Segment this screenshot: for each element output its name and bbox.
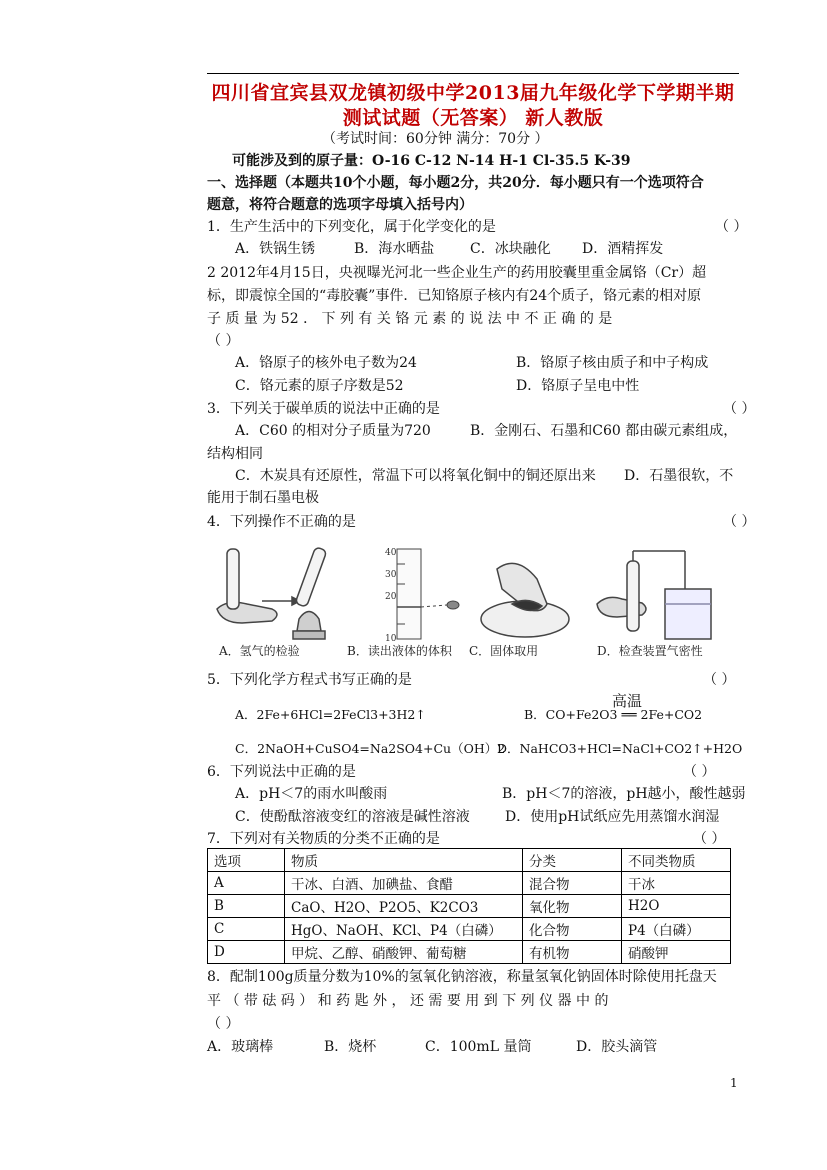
table-cell: 硝酸钾 xyxy=(622,941,731,964)
table-header-cell: 物质 xyxy=(285,849,523,872)
q2-option-d: D．铬原子呈电中性 xyxy=(516,378,640,394)
q8-answer-bracket: （ ） xyxy=(207,1016,240,1032)
table-cell: P4（白磷） xyxy=(622,918,731,941)
q3-option-d-cont: 能用于制石墨电极 xyxy=(207,490,319,506)
q6-answer-bracket: （ ） xyxy=(683,764,716,780)
q2-option-c: C．铬元素的原子序数是52 xyxy=(235,378,404,394)
scale-label-10: 10 xyxy=(385,634,397,644)
q5-option-b: B．CO+Fe2O3 ══ 2Fe+CO2 xyxy=(524,707,703,722)
table-cell: C xyxy=(208,918,285,941)
table-cell: 化合物 xyxy=(523,918,622,941)
q3-option-b-cont: 结构相同 xyxy=(207,446,263,462)
table-header-cell: 不同类物质 xyxy=(622,849,731,872)
airtightness-check-illustration xyxy=(597,551,711,639)
figure-caption-a: A．氢气的检验 xyxy=(219,644,300,658)
q8-option-b: B．烧杯 xyxy=(324,1039,377,1055)
section1-heading-line2: 题意，将符合题意的选项字母填入括号内） xyxy=(207,197,473,213)
document-title-line1: 四川省宜宾县双龙镇初级中学2013届九年级化学下学期半期 xyxy=(211,82,735,104)
q6-option-a: A．pH＜7的雨水叫酸雨 xyxy=(235,786,388,802)
figure-caption-b: B．读出液体的体积 xyxy=(347,644,452,658)
q2-option-a: A．铬原子的核外电子数为24 xyxy=(235,355,417,371)
table-row xyxy=(208,918,731,941)
figure-caption-c: C．固体取用 xyxy=(469,644,539,658)
scale-label-30: 30 xyxy=(385,570,397,580)
q2-answer-bracket: （ ） xyxy=(207,333,240,349)
document-title-line2: 测试试题（无答案） 新人教版 xyxy=(342,107,604,129)
graduated-cylinder-illustration xyxy=(397,549,459,639)
page-number: 1 xyxy=(730,1076,738,1090)
q2-option-b: B．铬原子核由质子和中子构成 xyxy=(516,355,709,371)
q2-line1: 2 2012年4月15日，央视曝光河北一些企业生产的药用胶囊里重金属铬（Cr）超 xyxy=(207,265,707,281)
q3-stem: 3．下列关于碳单质的说法中正确的是 xyxy=(207,401,440,417)
scale-label-20: 20 xyxy=(385,592,397,602)
q5-option-d: D．NaHCO3+HCl=NaCl+CO2↑+H2O xyxy=(497,741,743,756)
q1-stem: 1．生产生活中的下列变化，属于化学变化的是 xyxy=(207,219,496,235)
table-row xyxy=(208,895,731,918)
q8-option-a: A．玻璃棒 xyxy=(207,1039,274,1055)
table-header-cell: 分类 xyxy=(523,849,622,872)
table-row xyxy=(208,872,731,895)
q6-stem: 6．下列说法中正确的是 xyxy=(207,764,356,780)
q6-option-d: D．使用pH试纸应先用蒸馏水润湿 xyxy=(505,809,720,825)
table-cell: 氧化物 xyxy=(523,895,622,918)
table-cell: D xyxy=(208,941,285,964)
q3-option-d: D．石墨很软，不 xyxy=(624,468,734,484)
table-cell: 干冰、白酒、加碘盐、食醋 xyxy=(285,872,523,895)
q8-line1: 8．配制100g质量分数为10%的氢氧化钠溶液，称量氢氧化钠固体时除使用托盘天 xyxy=(207,969,717,985)
table-cell: A xyxy=(208,872,285,895)
hydrogen-test-illustration xyxy=(217,547,327,639)
table-cell: B xyxy=(208,895,285,918)
q2-line3: 子 质 量 为 52 ． 下 列 有 关 铬 元 素 的 说 法 中 不 正 确 的 是 xyxy=(207,311,613,327)
table-cell: HgO、NaOH、KCl、P4（白磷） xyxy=(285,918,523,941)
q2-line2: 标，即震惊全国的“毒胶囊”事件．已知铬原子核内有24个质子，铬元素的相对原 xyxy=(207,288,702,304)
q8-option-c: C．100mL 量筒 xyxy=(425,1039,532,1055)
table-cell: 有机物 xyxy=(523,941,622,964)
q1-option-d: D．酒精挥发 xyxy=(582,241,664,257)
lab-operations-illustration xyxy=(207,539,737,659)
q8-option-d: D．胶头滴管 xyxy=(576,1039,658,1055)
table-cell: H2O xyxy=(622,895,731,918)
q5-option-a: A．2Fe+6HCl=2FeCl3+3H2↑ xyxy=(235,707,426,722)
q5-answer-bracket: （ ） xyxy=(703,672,736,688)
q3-option-b: B．金刚石、石墨和C60 都由碳元素组成， xyxy=(470,423,738,439)
q3-option-c: C．木炭具有还原性，常温下可以将氧化铜中的铜还原出来 xyxy=(235,468,596,484)
table-cell: 混合物 xyxy=(523,872,622,895)
table-row xyxy=(208,941,731,964)
exam-info: （考试时间：60分钟 满分：70分 ） xyxy=(322,131,549,147)
table-cell: 甲烷、乙醇、硝酸钾、葡萄糖 xyxy=(285,941,523,964)
q6-option-b: B．pH＜7的溶液，pH越小，酸性越弱 xyxy=(502,786,746,802)
q5-option-c: C．2NaOH+CuSO4=Na2SO4+Cu（OH）2 xyxy=(235,741,506,756)
section1-heading-line1: 一、选择题（本题共10个小题，每小题2分，共20分．每小题只有一个选项符合 xyxy=(207,175,704,191)
q7-answer-bracket: （ ） xyxy=(693,831,726,847)
table-cell: CaO、H2O、P2O5、K2CO3 xyxy=(285,895,523,918)
q1-option-b: B．海水晒盐 xyxy=(354,241,435,257)
scale-label-40: 40 xyxy=(385,548,397,558)
lab-operations-figure xyxy=(207,539,737,659)
table-cell: 干冰 xyxy=(622,872,731,895)
atomic-masses: 可能涉及到的原子量：O-16 C-12 N-14 H-1 Cl-35.5 K-39 xyxy=(232,153,631,169)
q4-answer-bracket: （ ） xyxy=(723,514,756,530)
solid-handling-illustration xyxy=(481,563,569,637)
q6-option-c: C．使酚酞溶液变红的溶液是碱性溶液 xyxy=(235,809,470,825)
q8-line2: 平 （ 带 砝 码 ） 和 药 匙 外 ， 还 需 要 用 到 下 列 仪 器 中 的 xyxy=(207,993,609,1009)
q5-reaction-condition: 高温 xyxy=(612,692,643,710)
figure-caption-d: D．检查装置气密性 xyxy=(597,644,703,658)
q3-answer-bracket: （ ） xyxy=(723,401,756,417)
table-header-row xyxy=(208,849,731,872)
q1-answer-bracket: （ ） xyxy=(715,219,748,235)
q5-stem: 5．下列化学方程式书写正确的是 xyxy=(207,672,412,688)
q1-option-c: C．冰块融化 xyxy=(470,241,551,257)
q3-option-a: A．C60 的相对分子质量为720 xyxy=(235,423,431,439)
q1-option-a: A．铁锅生锈 xyxy=(235,241,316,257)
table-header-cell: 选项 xyxy=(208,849,285,872)
header-rule xyxy=(207,73,739,74)
classification-table xyxy=(207,848,731,964)
q4-stem: 4．下列操作不正确的是 xyxy=(207,514,356,530)
q7-stem: 7．下列对有关物质的分类不正确的是 xyxy=(207,831,440,847)
